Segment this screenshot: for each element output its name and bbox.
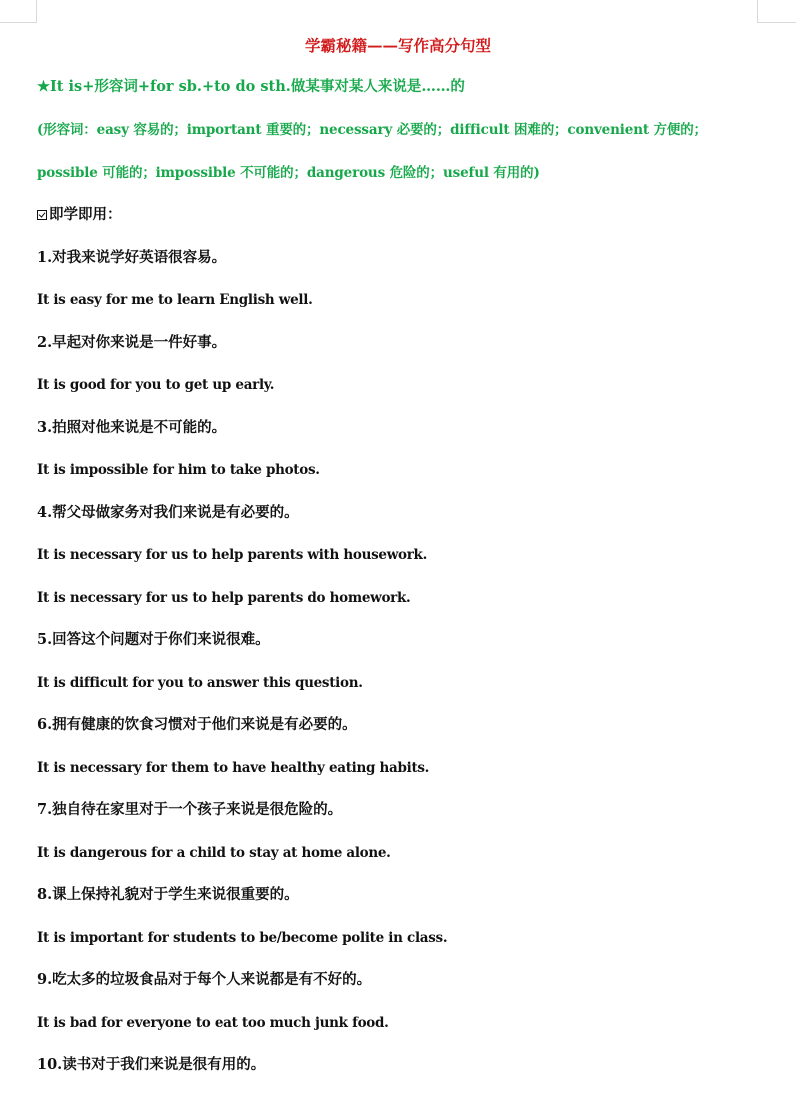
exercise-prompt: 5.回答这个问题对于你们来说很难。 — [37, 631, 270, 648]
exercise-answer-alt: It is necessary for us to help parents do homework. — [37, 590, 411, 606]
crop-mark-right — [757, 0, 796, 23]
exercise-answer: It is good for you to get up early. — [37, 377, 275, 393]
checkbox-icon — [37, 210, 47, 220]
exercise-prompt: 7.独自待在家里对于一个孩子来说是很危险的。 — [37, 801, 343, 818]
exercise-prompt: 6.拥有健康的饮食习惯对于他们来说是有必要的。 — [37, 716, 357, 733]
exercise-answer: It is necessary for us to help parents with housework. — [37, 547, 428, 563]
exercise-answer: It is necessary for them to have healthy eating habits. — [37, 760, 430, 776]
exercise-answer: It is important for students to be/become polite in class. — [37, 930, 448, 946]
exercise-prompt: 10.读书对于我们来说是很有用的。 — [37, 1056, 266, 1073]
exercise-answer: It is impossible for him to take photos. — [37, 462, 320, 478]
exercise-prompt: 9.吃太多的垃圾食品对于每个人来说都是有不好的。 — [37, 971, 372, 988]
adjective-list-line-2: possible 可能的；impossible 不可能的；dangerous 危险的；useful 有用的) — [37, 165, 540, 181]
adjective-list-line-1: (形容词：easy 容易的；important 重要的；necessary 必要的；difficult 困难的；convenient 方便的； — [37, 122, 707, 138]
crop-mark-left — [0, 0, 37, 23]
exercise-prompt: 2.早起对你来说是一件好事。 — [37, 334, 227, 351]
exercise-answer: It is bad for everyone to eat too much junk food. — [37, 1015, 389, 1031]
exercise-answer: It is easy for me to learn English well. — [37, 292, 313, 308]
exercise-prompt: 1.对我来说学好英语很容易。 — [37, 249, 227, 266]
sentence-pattern: ★It is+形容词+for sb.+to do sth.做某事对某人来说是……的 — [37, 78, 465, 95]
practice-heading — [37, 205, 122, 225]
page-title: 学霸秘籍——写作高分句型 — [304, 36, 491, 55]
practice-heading-label: 即学即用： — [49, 206, 122, 223]
exercise-answer: It is difficult for you to answer this question. — [37, 675, 363, 691]
exercise-prompt: 8.课上保持礼貌对于学生来说很重要的。 — [37, 886, 299, 903]
exercise-answer: It is dangerous for a child to stay at home alone. — [37, 845, 391, 861]
exercise-prompt: 3.拍照对他来说是不可能的。 — [37, 419, 227, 436]
exercise-prompt: 4.帮父母做家务对我们来说是有必要的。 — [37, 504, 299, 521]
